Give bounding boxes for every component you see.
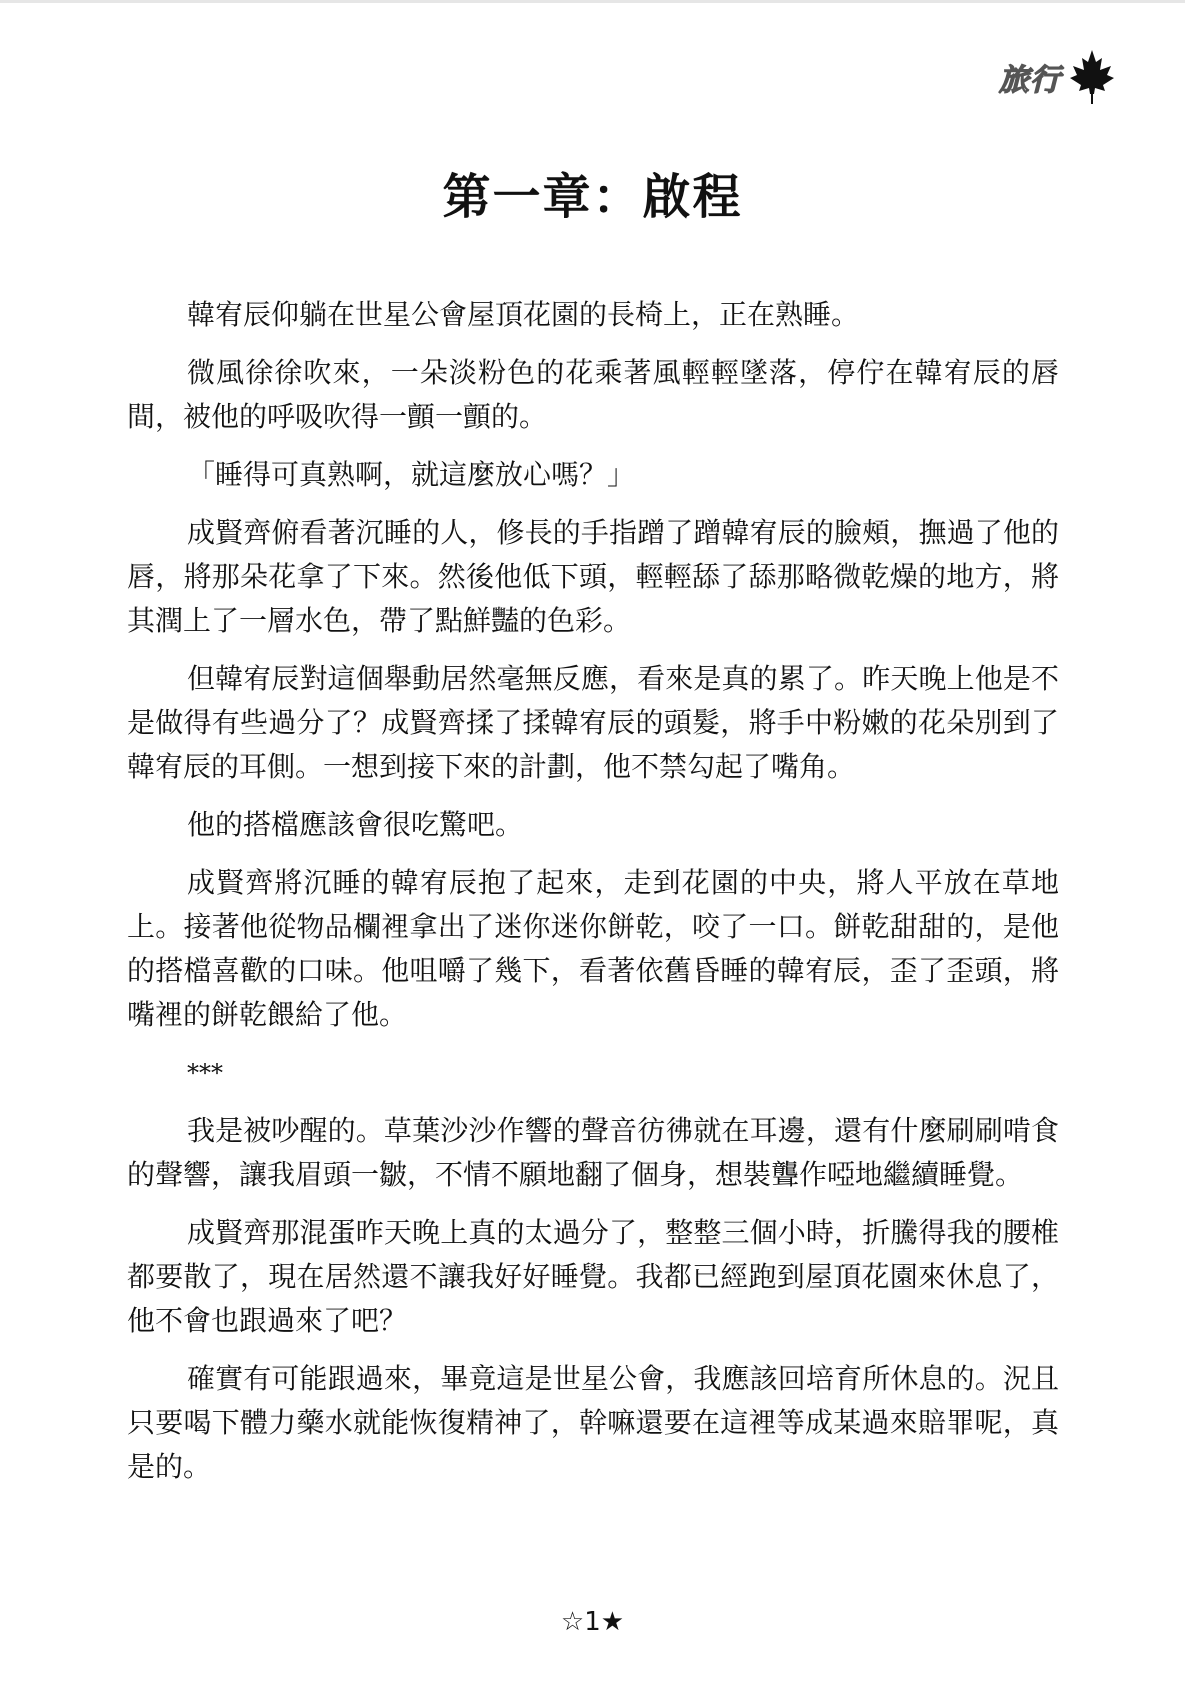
paragraph: 成賢齊那混蛋昨天晚上真的太過分了，整整三個小時，折騰得我的腰椎都要散了，現在居然還不讓我好好睡覺。我都已經跑到屋頂花園來休息了，他不會也跟過來了吧？ (127, 1216, 1059, 1337)
paragraph: 微風徐徐吹來，一朵淡粉色的花乘著風輕輕墜落，停佇在韓宥辰的唇間，被他的呼吸吹得一顫一顫的。 (127, 356, 1059, 433)
page-number: ☆1★ (560, 1607, 625, 1637)
paragraph: 「睡得可真熟啊，就這麼放心嗎？」 (187, 458, 636, 491)
running-header (999, 48, 1115, 106)
chapter-title: 第一章：啟程 (442, 169, 743, 225)
chapter-body (127, 293, 1059, 1503)
scene-separator: *** (187, 1059, 223, 1087)
header-label: 旅行 (999, 63, 1061, 98)
paragraph: 韓宥辰仰躺在世星公會屋頂花園的長椅上，正在熟睡。 (187, 298, 860, 331)
paragraph: 他的搭檔應該會很吃驚吧。 (187, 808, 524, 841)
paragraph: 但韓宥辰對這個舉動居然毫無反應，看來是真的累了。昨天晚上他是不是做得有些過分了？成賢齊揉了揉韓宥辰的頭髮，將手中粉嫩的花朵別到了韓宥辰的耳側。一想到接下來的計劃，他不禁勾起了嘴角。 (127, 662, 1059, 783)
paragraph: 成賢齊將沉睡的韓宥辰抱了起來，走到花園的中央，將人平放在草地上。接著他從物品欄裡拿出了迷你迷你餅乾，咬了一口。餅乾甜甜的，是他的搭檔喜歡的口味。他咀嚼了幾下，看著依舊昏睡的韓宥辰，歪了歪頭，將嘴裡的餅乾餵給了他。 (127, 866, 1059, 1031)
paragraph: 確實有可能跟過來，畢竟這是世星公會，我應該回培育所休息的。況且只要喝下體力藥水就能恢復精神了，幹嘛還要在這裡等成某過來賠罪呢，真是的。 (127, 1362, 1059, 1483)
paragraph: 我是被吵醒的。草葉沙沙作響的聲音彷彿就在耳邊，還有什麼刷刷啃食的聲響，讓我眉頭一皺，不情不願地翻了個身，想裝聾作啞地繼續睡覺。 (127, 1114, 1059, 1191)
maple-leaf-icon (1069, 48, 1115, 106)
paragraph: 成賢齊俯看著沉睡的人，修長的手指蹭了蹭韓宥辰的臉頰，撫過了他的唇，將那朵花拿了下來。然後他低下頭，輕輕舔了舔那略微乾燥的地方，將其潤上了一層水色，帶了點鮮豔的色彩。 (127, 516, 1059, 637)
